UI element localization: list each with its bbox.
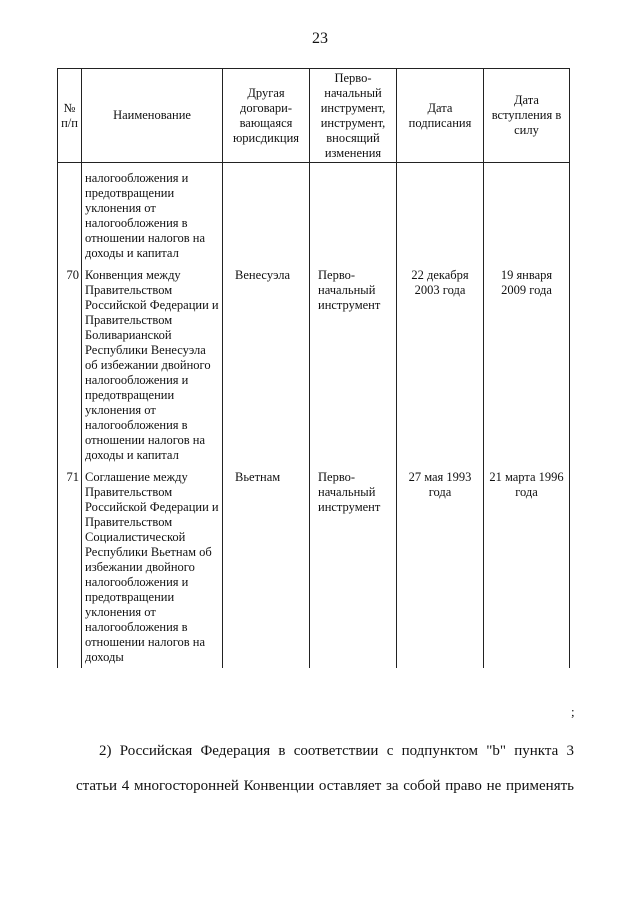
cell-in-force: 21 марта 1996 года <box>484 470 570 668</box>
cell-name: Конвенция между Правительством Российской Федерации и Правительством Боливарианской Республики Венесуэла об избежании двойного налогообложения и предотвращении уклонения от налогообложения в отношении налогов на доходы и капитал <box>82 268 223 470</box>
body-paragraph-line-1: 2) Российская Федерация в соответствии с подпунктом "b" пункта 3 <box>99 743 574 759</box>
cell-jurisdiction: Вьетнам <box>223 470 310 668</box>
table-trailing-semicolon: ; <box>571 704 575 719</box>
cell-num: 70 <box>58 268 82 470</box>
cell-in-force <box>484 163 570 269</box>
cell-name: налогообложения и предотвращении уклонения от налогообложения в отношении налогов на доходы и капитал <box>82 163 223 269</box>
treaty-table <box>57 68 570 668</box>
cell-jurisdiction <box>223 163 310 269</box>
header-signed: Дата подписания <box>397 69 484 163</box>
header-instrument: Перво-начальный инструмент, инструмент, вносящий изменения <box>310 69 397 163</box>
cell-instrument <box>310 163 397 269</box>
cell-signed <box>397 163 484 269</box>
header-num: № п/п <box>58 69 82 163</box>
cell-signed: 22 декабря 2003 года <box>397 268 484 470</box>
cell-signed: 27 мая 1993 года <box>397 470 484 668</box>
cell-instrument: Перво-начальный инструмент <box>310 470 397 668</box>
table-row <box>58 268 570 470</box>
cell-jurisdiction: Венесуэла <box>223 268 310 470</box>
cell-name: Соглашение между Правительством Российской Федерации и Правительством Социалистической Республики Вьетнам об избежании двойного налогообложения и предотвращении уклонения от налогообложения в отношении налогов на доходы <box>82 470 223 668</box>
header-in-force: Дата вступления в силу <box>484 69 570 163</box>
header-name: Наименование <box>82 69 223 163</box>
table-header-row <box>58 69 570 163</box>
cell-in-force: 19 января 2009 года <box>484 268 570 470</box>
cell-num <box>58 163 82 269</box>
table-row <box>58 470 570 668</box>
cell-num: 71 <box>58 470 82 668</box>
body-paragraph-line-2: статьи 4 многосторонней Конвенции оставляет за собой право не применять <box>76 778 574 794</box>
page-number: 23 <box>312 30 328 47</box>
header-jurisdiction: Другая договари-вающаяся юрисдикция <box>223 69 310 163</box>
cell-instrument: Перво-начальный инструмент <box>310 268 397 470</box>
table-row <box>58 163 570 269</box>
